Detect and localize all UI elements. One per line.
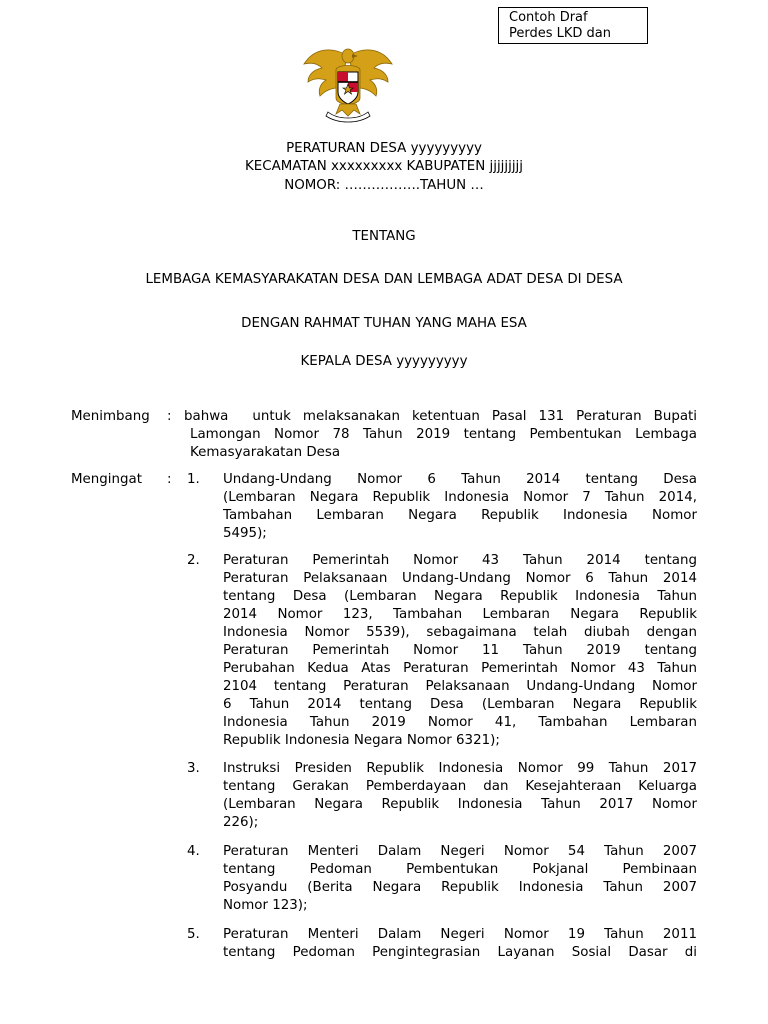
mengingat-item-number: 5. [187,927,200,942]
item-line: Tambahan Lembaran Negara Republik Indonesia Nomor [223,508,697,523]
menimbang-line: bahwa untuk melaksanakan ketentuan Pasal 131 Peraturan Bupati [184,409,697,424]
mengingat-item-text [223,552,697,750]
item-line: Peraturan Menteri Dalam Negeri Nomor 19 Tahun 2011 [223,927,697,942]
menimbang-text [184,408,697,426]
item-line: 2014 Nomor 123, Tambahan Lembaran Negara Republik [223,607,697,622]
tentang-heading: TENTANG [352,229,416,244]
item-line: tentang Desa (Lembaran Negara Republik Indonesia Tahun [223,589,697,604]
mengingat-item-text [223,843,697,915]
village-head-title: KEPALA DESA yyyyyyyyy [300,354,468,369]
mengingat-colon: : [167,472,172,487]
item-line: 6 Tahun 2014 tentang Desa (Lembaran Negara Republik [223,697,697,712]
menimbang-line: Kemasyarakatan Desa [190,445,341,460]
mengingat-item-number: 2. [187,553,200,568]
item-line: Posyandu (Berita Negara Republik Indonesia Tahun 2007 [223,880,697,895]
item-line: (Lembaran Negara Republik Indonesia Tahun 2017 Nomor [223,797,697,812]
item-line: Peraturan Pemerintah Nomor 43 Tahun 2014 tentang [223,553,697,568]
mengingat-item-number: 4. [187,844,200,859]
mengingat-item-text [223,760,697,832]
item-line: Republik Indonesia Negara Nomor 6321); [223,733,500,748]
garuda-pancasila-emblem [302,42,394,124]
menimbang-label: Menimbang [71,409,150,424]
draft-note-box [498,7,648,44]
draft-note-line-2: Perdes LKD dan [509,26,612,41]
menimbang-line: Lamongan Nomor 78 Tahun 2019 tentang Pembentukan Lembaga [190,427,697,442]
item-line: Peraturan Menteri Dalam Negeri Nomor 54 Tahun 2007 [223,844,697,859]
item-line: (Lembaran Negara Republik Indonesia Nomor 7 Tahun 2014, [223,490,697,505]
mengingat-item-text [223,471,697,543]
item-line: Indonesia Tahun 2019 Nomor 41, Tambahan Lembaran [223,715,697,730]
item-line: Perubahan Kedua Atas Peraturan Pemerintah Nomor 43 Tahun [223,661,697,676]
item-line: tentang Pedoman Pembentukan Pokjanal Pembinaan [223,862,697,877]
mengingat-item-number: 3. [187,761,200,776]
regulation-subject: LEMBAGA KEMASYARAKATAN DESA DAN LEMBAGA ADAT DESA DI DESA [145,272,623,287]
district-line: KECAMATAN xxxxxxxxx KABUPATEN jjjjjjjjj [244,159,523,174]
item-line: Peraturan Pemerintah Nomor 11 Tahun 2019 tentang [223,643,697,658]
mengingat-label: Mengingat [71,472,142,487]
number-line: NOMOR: ……………..TAHUN … [284,178,484,193]
item-line: 2104 tentang Peraturan Pelaksanaan Undang-Undang Nomor [223,679,697,694]
item-line: Instruksi Presiden Republik Indonesia Nomor 99 Tahun 2017 [223,761,697,776]
item-line: Peraturan Pelaksanaan Undang-Undang Nomor 6 Tahun 2014 [223,571,697,586]
item-line: 5495); [223,526,267,541]
menimbang-colon: : [167,409,172,424]
item-line: Undang-Undang Nomor 6 Tahun 2014 tentang Desa [223,472,697,487]
item-line: 226); [223,815,259,830]
item-line: tentang Gerakan Pemberdayaan dan Kesejahteraan Keluarga [223,779,697,794]
regulation-title: PERATURAN DESA yyyyyyyyy [286,141,482,156]
mengingat-item-text [223,926,697,962]
item-line: Indonesia Nomor 5539), sebagaimana telah diubah dengan [223,625,697,640]
menimbang-text-cont [190,426,697,462]
item-line: Nomor 123); [223,898,308,913]
item-line: tentang Pedoman Pengintegrasian Layanan Sosial Dasar di [223,945,697,960]
draft-note-line-1: Contoh Draf [509,10,588,25]
mengingat-item-number: 1. [187,472,200,487]
blessing-line: DENGAN RAHMAT TUHAN YANG MAHA ESA [241,316,527,331]
